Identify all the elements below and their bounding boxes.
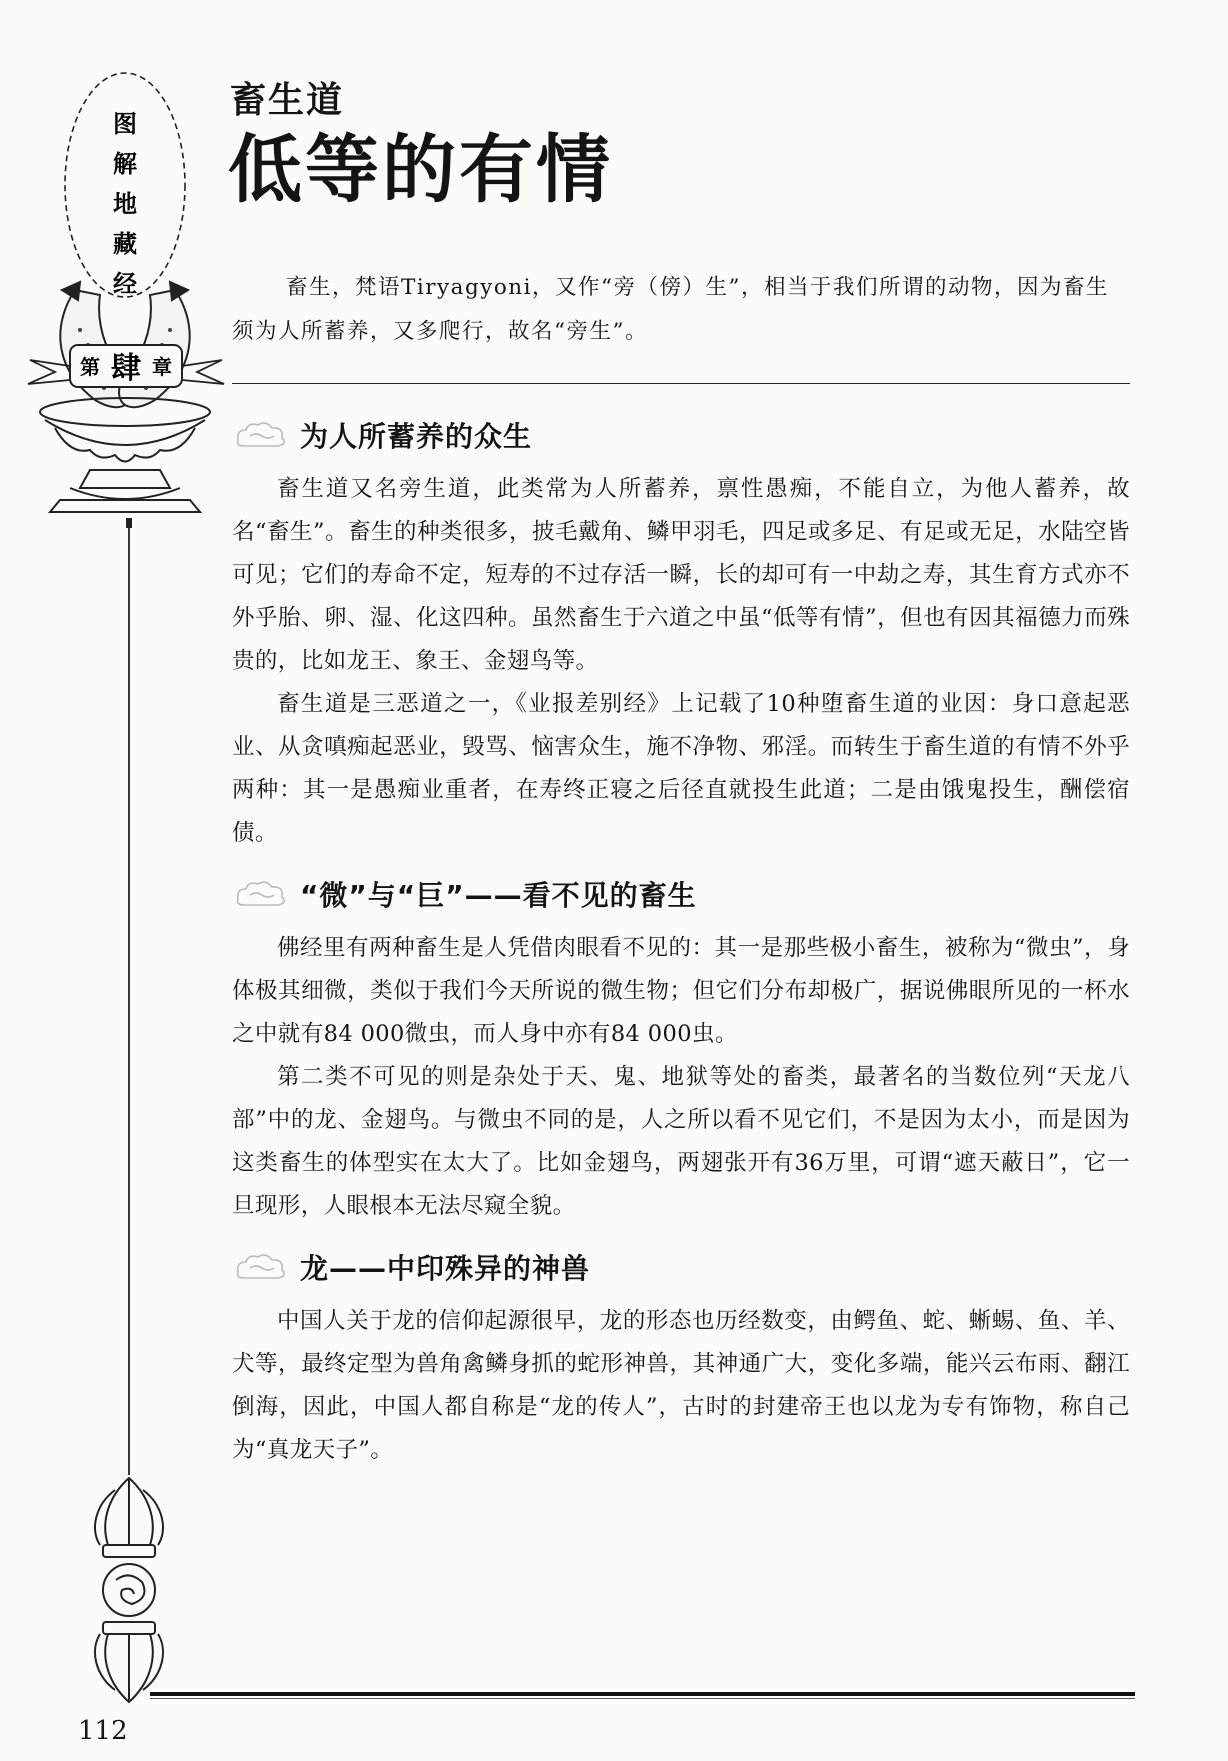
header-rule bbox=[232, 383, 1130, 384]
main-content bbox=[232, 412, 1130, 1488]
cloud-motif-icon bbox=[232, 418, 290, 452]
series-char: 藏 bbox=[113, 230, 137, 258]
section-heading: 龙——中印殊异的神兽 bbox=[300, 1252, 591, 1285]
vajra-icon bbox=[95, 1478, 163, 1702]
section-header bbox=[232, 1244, 1130, 1290]
cloud-motif-icon bbox=[232, 1250, 290, 1284]
footer-rule bbox=[150, 1692, 1135, 1696]
series-char: 地 bbox=[113, 190, 137, 218]
section-kicker: 畜生道 bbox=[230, 80, 345, 121]
lotus-base-icon bbox=[40, 398, 210, 512]
paragraph: 中国人关于龙的信仰起源很早，龙的形态也历经数变，由鳄鱼、蛇、蜥蜴、鱼、羊、犬等，最终定型为兽角禽鳞身抓的蛇形神兽，其神通广大，变化多端，能兴云布雨、翻江倒海，因此，中国人都自称是“龙的传人”，古时的封建帝王也以龙为专有饰物，称自己为“真龙天子”。 bbox=[232, 1308, 1130, 1463]
intro-paragraph: 畜生，梵语Tiryagyoni，又作“旁（傍）生”，相当于我们所谓的动物，因为畜生须为人所蓄养，又多爬行，故名“旁生”。 bbox=[232, 275, 1110, 344]
chapter-prefix: 第 bbox=[80, 355, 100, 379]
section-heading: 为人所蓄养的众生 bbox=[300, 420, 533, 453]
section bbox=[232, 871, 1130, 1228]
page-title: 低等的有情 bbox=[228, 127, 613, 213]
series-char: 经 bbox=[113, 270, 137, 298]
section-heading: “微”与“巨”——看不见的畜生 bbox=[300, 879, 697, 912]
section-header bbox=[232, 412, 1130, 458]
cloud-motif-icon bbox=[232, 877, 290, 911]
sidebar-decoration bbox=[0, 0, 240, 1761]
paragraph: 畜生道是三恶道之一，《业报差别经》上记载了10种堕畜生道的业因：身口意起恶业、从贪嗔痴起恶业，毁骂、恼害众生，施不净物、邪淫。而转生于畜生道的有情不外乎两种：其一是愚痴业重者，在寿终正寝之后径直就投生此道；二是由饿鬼投生，酬偿宿债。 bbox=[232, 691, 1130, 846]
section bbox=[232, 1244, 1130, 1472]
series-oval bbox=[65, 73, 185, 297]
section bbox=[232, 412, 1130, 855]
section-header bbox=[232, 871, 1130, 917]
paragraph: 佛经里有两种畜生是人凭借肉眼看不见的：其一是那些极小畜生，被称为“微虫”，身体极其细微，类似于我们今天所说的微生物；但它们分布却极广，据说佛眼所见的一杯水之中就有84 000微虫，而人身中亦有84 000虫。 bbox=[232, 935, 1130, 1047]
paragraph: 畜生道又名旁生道，此类常为人所蓄养，禀性愚痴，不能自立，为他人蓄养，故名“畜生”。畜生的种类很多，披毛戴角、鳞甲羽毛，四足或多足、有足或无足，水陆空皆可见；它们的寿命不定，短寿的不过存活一瞬，长的却可有一中劫之寿，其生育方式亦不外乎胎、卵、湿、化这四种。虽然畜生于六道之中虽“低等有情”，但也有因其福德力而殊贵的，比如龙王、象王、金翅鸟等。 bbox=[232, 476, 1130, 674]
page-number: 112 bbox=[78, 1716, 128, 1746]
paragraph: 第二类不可见的则是杂处于天、鬼、地狱等处的畜类，最著名的当数位列“天龙八部”中的龙、金翅鸟。与微虫不同的是，人之所以看不见它们，不是因为太小，而是因为这类畜生的体型实在太大了。比如金翅鸟，两翅张开有36万里，可谓“遮天蔽日”，它一旦现形，人眼根本无法尽窥全貌。 bbox=[232, 1064, 1130, 1219]
series-char: 图 bbox=[113, 110, 137, 138]
series-char: 解 bbox=[113, 150, 137, 178]
footer-rule-thin bbox=[150, 1698, 1135, 1699]
chapter-number: 肆 bbox=[111, 351, 141, 386]
chapter-suffix: 章 bbox=[152, 355, 172, 379]
